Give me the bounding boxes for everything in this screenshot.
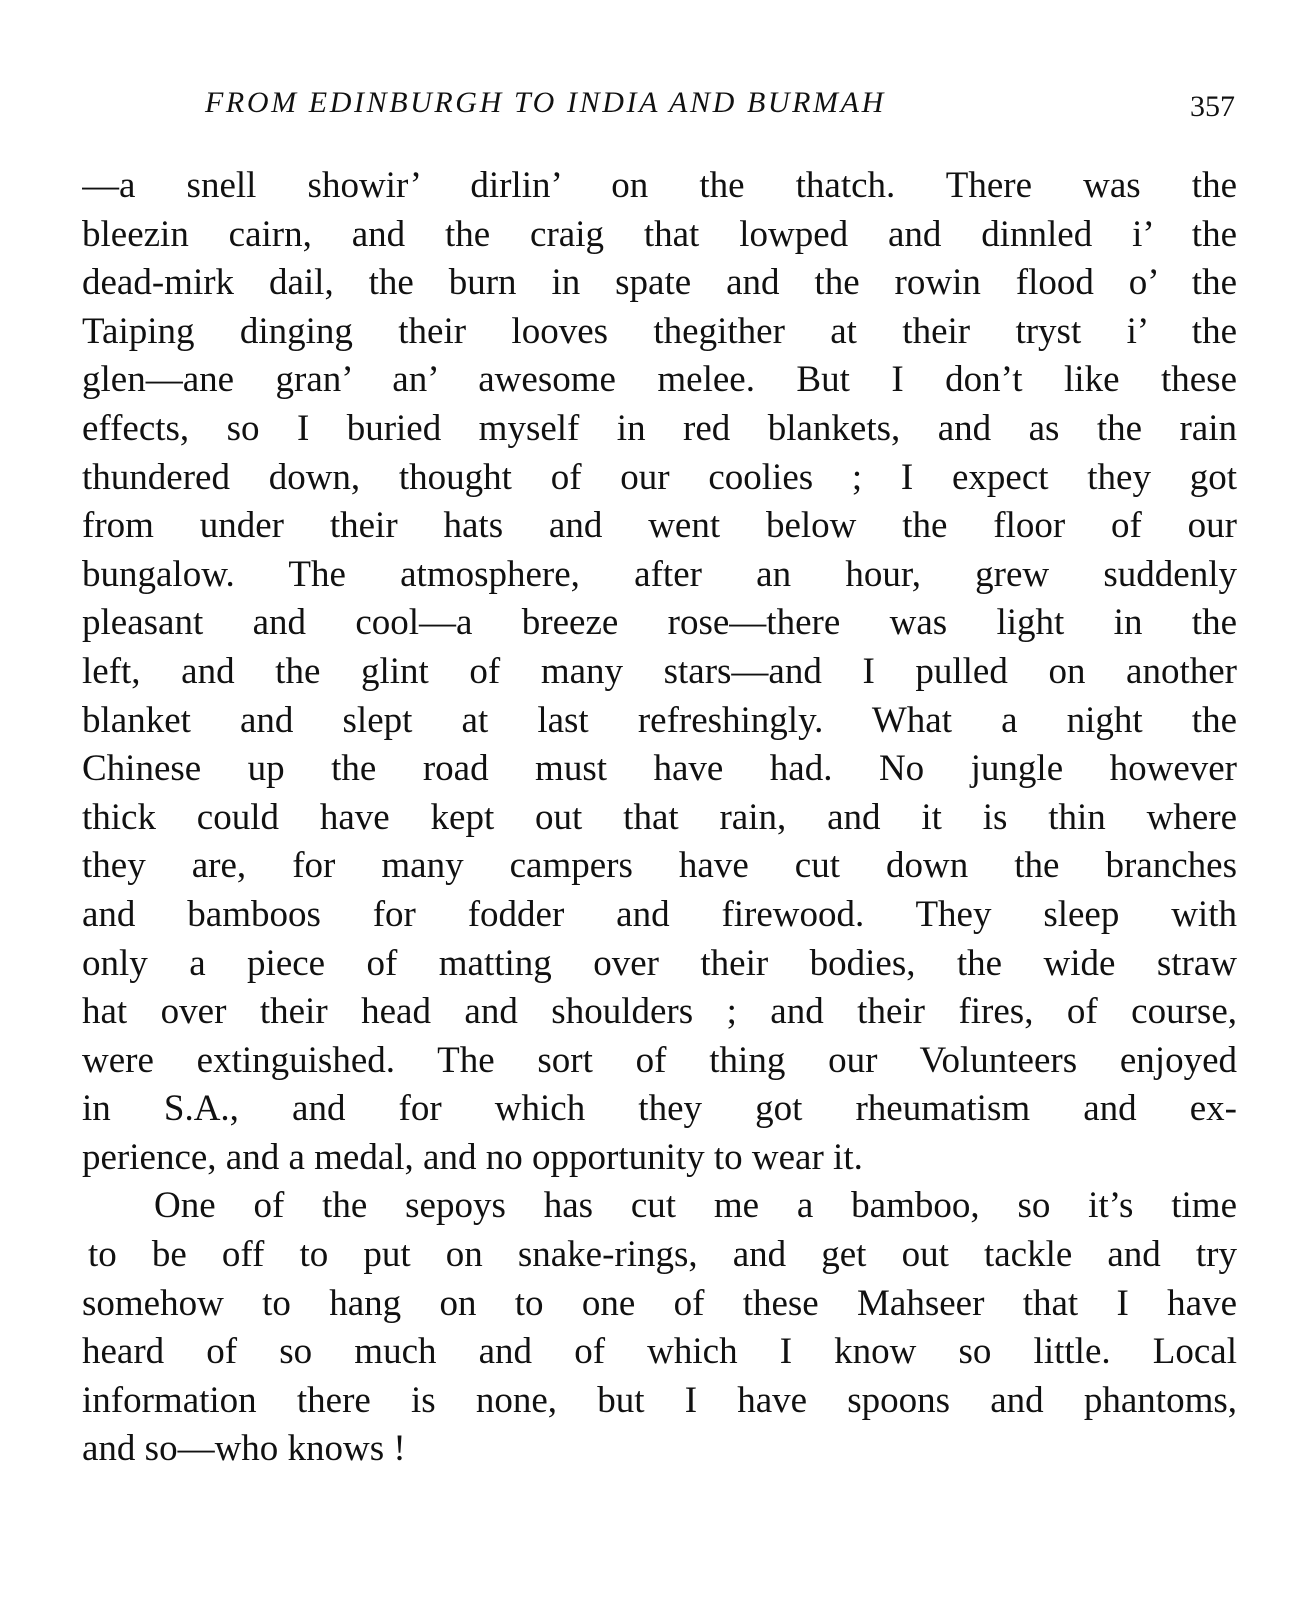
- text-line: —a snell showir’ dirlin’ on the thatch. There was the: [82, 165, 1237, 206]
- text-line: bleezin cairn, and the craig that lowped and dinnled i’ the: [82, 213, 1237, 255]
- text-line: One of the sepoys has cut me a bamboo, so it’s time: [154, 1185, 1237, 1227]
- text-line: they are, for many campers have cut down the branches: [82, 845, 1237, 887]
- text-line: hat over their head and shoulders ; and their fires, of course,: [82, 991, 1237, 1033]
- text-line: and so—who knows !: [82, 1428, 406, 1470]
- text-line: pleasant and cool—a breeze rose—there was light in the: [82, 602, 1237, 644]
- text-line: Taiping dinging their looves thegither at their tryst i’ the: [82, 310, 1237, 352]
- page-number: 357: [1190, 90, 1235, 123]
- text-line: were extinguished. The sort of thing our Volunteers enjoyed: [82, 1039, 1237, 1081]
- text-line: thundered down, thought of our coolies ; I expect they got: [82, 456, 1237, 498]
- text-line: Chinese up the road must have had. No jungle however: [82, 748, 1237, 790]
- text-line: from under their hats and went below the floor of our: [82, 505, 1237, 547]
- running-title: FROM EDINBURGH TO INDIA AND BURMAH: [205, 86, 886, 119]
- text-line: perience, and a medal, and no opportunity to wear it.: [82, 1136, 863, 1178]
- text-line: thick could have kept out that rain, and it is thin where: [82, 796, 1237, 838]
- text-line: information there is none, but I have spoons and phantoms,: [82, 1379, 1237, 1421]
- text-line: left, and the glint of many stars—and I pulled on another: [82, 650, 1237, 692]
- body-text: [82, 162, 1237, 1474]
- paragraph-1: [82, 162, 1237, 1182]
- text-line: to be off to put on snake-rings, and get out tackle and try: [88, 1234, 1237, 1276]
- text-line: only a piece of matting over their bodies, the wide straw: [82, 942, 1237, 984]
- text-line: glen—ane gran’ an’ awesome melee. But I don’t like these: [82, 359, 1237, 401]
- text-line: dead-mirk dail, the burn in spate and the rowin flood o’ the: [82, 262, 1237, 304]
- text-line: somehow to hang on to one of these Mahseer that I have: [82, 1282, 1237, 1324]
- page-header: [205, 86, 1235, 130]
- text-line: heard of so much and of which I know so little. Local: [82, 1331, 1237, 1373]
- text-line: in S.A., and for which they got rheumatism and ex-: [82, 1088, 1237, 1130]
- text-line: and bamboos for fodder and firewood. They sleep with: [82, 893, 1237, 935]
- paragraph-2: [82, 1182, 1237, 1474]
- text-line: effects, so I buried myself in red blankets, and as the rain: [82, 407, 1237, 449]
- text-line: bungalow. The atmosphere, after an hour, grew suddenly: [82, 553, 1237, 595]
- text-line: blanket and slept at last refreshingly. What a night the: [82, 699, 1237, 741]
